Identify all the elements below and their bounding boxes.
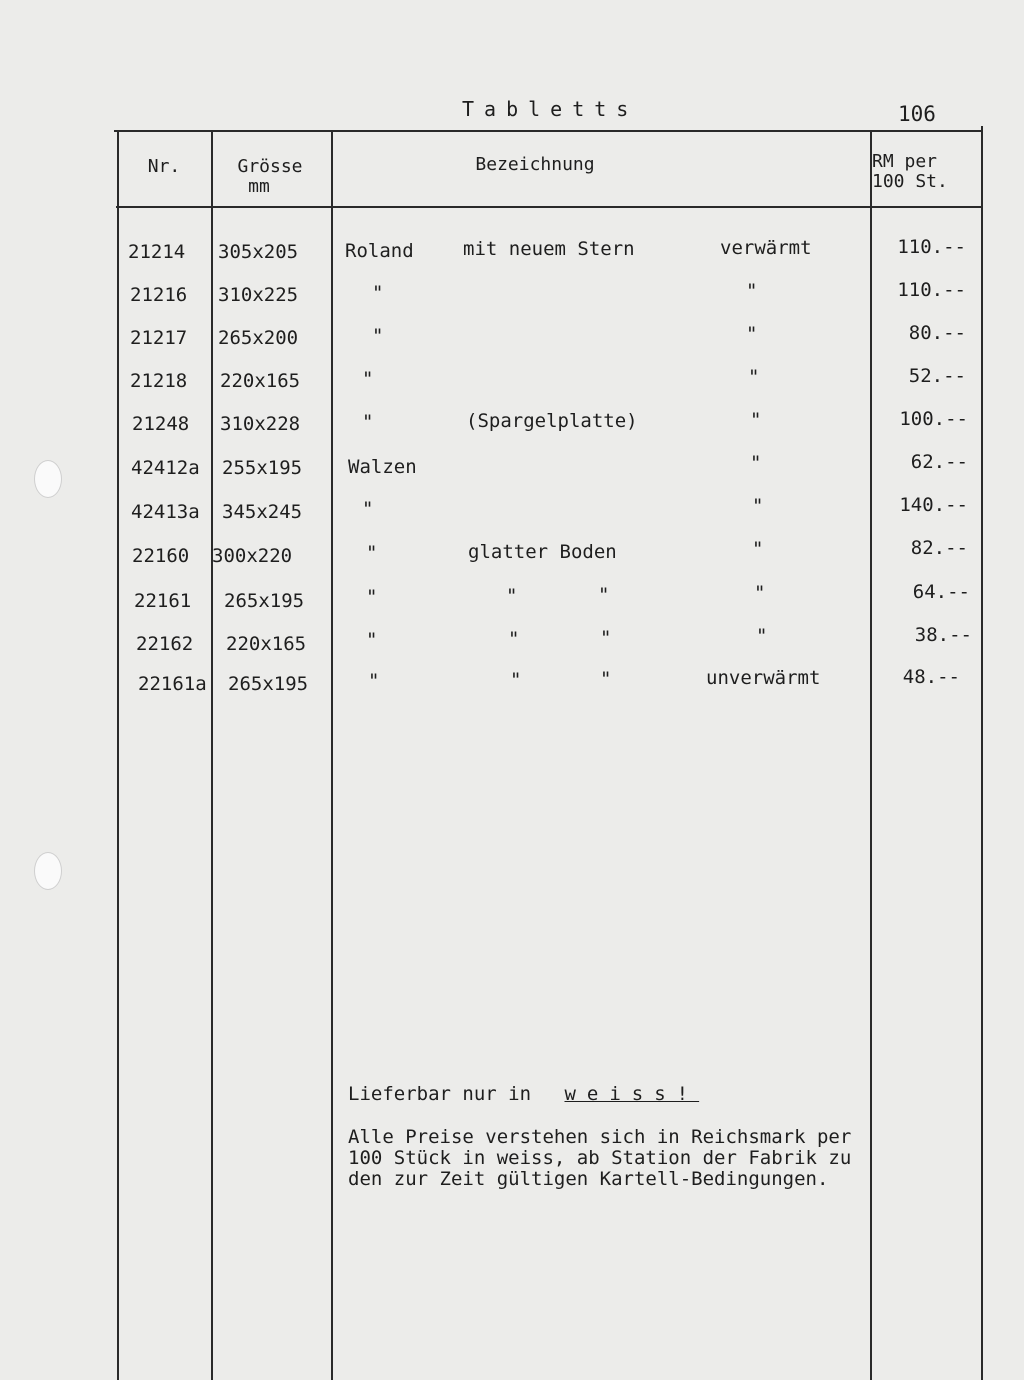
table-row-nr: 21218 — [130, 370, 188, 392]
table-row-bezeichnung-detail: mit neuem Stern — [463, 238, 635, 260]
table-row-preis: 100.-- — [899, 408, 968, 430]
delivery-note — [348, 1084, 699, 1105]
table-row-heat: " — [748, 366, 760, 388]
table-header-divider — [116, 206, 982, 208]
table-row-preis: 62.-- — [910, 451, 968, 473]
table-row-nr: 22161 — [134, 590, 192, 612]
table-row-preis: 140.-- — [899, 494, 968, 516]
table-row-nr: 21217 — [130, 327, 188, 349]
table-row-preis: 80.-- — [908, 322, 966, 344]
table-row-bezeichnung-name: " — [362, 368, 374, 390]
header-groesse: Grösse — [237, 156, 303, 177]
price-note-line-2: 100 Stück in weiss, ab Station der Fabrik zu — [348, 1147, 852, 1169]
table-row-bezeichnung-ditto-a: " — [506, 585, 518, 607]
table-row-bezeichnung-name: " — [362, 498, 374, 520]
table-row-bezeichnung-name: " — [362, 411, 374, 433]
table-row-groesse: 310x228 — [220, 413, 301, 435]
table-row-bezeichnung-name: Walzen — [348, 456, 417, 478]
table-row-heat: " — [750, 452, 762, 474]
delivery-note-color: weiss! — [564, 1083, 700, 1105]
table-row-heat: " — [752, 495, 764, 517]
table-row-bezeichnung-detail: glatter Boden — [468, 541, 617, 563]
table-row-groesse: 300x220 — [212, 545, 293, 567]
table-row-nr: 22160 — [132, 545, 190, 567]
table-row-groesse: 310x225 — [218, 284, 299, 306]
table-row-bezeichnung-name: " — [368, 670, 380, 692]
table-row-heat: " — [756, 625, 768, 647]
table-row-bezeichnung-ditto-a: " — [508, 628, 520, 650]
table-row-nr: 22162 — [136, 633, 194, 655]
table-row-preis: 110.-- — [897, 279, 966, 301]
table-left-border — [117, 130, 119, 1380]
header-nr: Nr. — [147, 156, 181, 177]
table-row-bezeichnung-ditto-b: " — [600, 668, 612, 690]
header-preis-line1: RM per — [872, 151, 938, 172]
table-row-heat: " — [746, 280, 758, 302]
table-row-bezeichnung-ditto-b: " — [600, 627, 612, 649]
page-title: Tabletts — [462, 97, 639, 121]
table-row-bezeichnung-detail: (Spargelplatte) — [466, 410, 638, 432]
table-row-preis: 64.-- — [912, 581, 970, 603]
column-divider-bezeichnung — [870, 130, 872, 1380]
table-top-border — [114, 130, 982, 132]
price-note-line-1: Alle Preise verstehen sich in Reichsmark per — [348, 1126, 852, 1148]
table-row-groesse: 305x205 — [218, 241, 299, 263]
table-row-nr: 21248 — [132, 413, 190, 435]
table-row-bezeichnung-name: " — [366, 586, 378, 608]
delivery-note-prefix: Lieferbar nur in — [348, 1083, 532, 1105]
punch-hole-bottom — [34, 852, 62, 890]
table-row-bezeichnung-name: " — [366, 629, 378, 651]
table-row-bezeichnung-ditto-b: " — [598, 584, 610, 606]
table-row-groesse: 265x195 — [224, 590, 305, 612]
table-row-preis: 38.-- — [914, 624, 972, 646]
table-row-heat: " — [752, 538, 764, 560]
table-right-border — [981, 126, 983, 1380]
page-number: 106 — [898, 102, 936, 126]
table-row-nr: 42413a — [131, 501, 200, 523]
price-note-line-3: den zur Zeit gültigen Kartell-Bedingungen. — [348, 1168, 829, 1190]
table-row-nr: 21214 — [128, 241, 186, 263]
table-row-nr: 21216 — [130, 284, 188, 306]
table-row-groesse: 265x195 — [228, 673, 309, 695]
table-row-heat: " — [750, 409, 762, 431]
table-row-groesse: 255x195 — [222, 457, 303, 479]
header-preis-line2: 100 St. — [872, 171, 948, 192]
header-bezeichnung: Bezeichnung — [475, 154, 595, 175]
table-row-heat: verwärmt — [720, 237, 812, 259]
column-divider-nr — [211, 130, 213, 1380]
column-divider-groesse — [331, 130, 333, 1380]
table-row-bezeichnung-name: " — [366, 542, 378, 564]
table-row-groesse: 265x200 — [218, 327, 299, 349]
table-row-bezeichnung-name: " — [372, 325, 384, 347]
table-row-groesse: 220x165 — [226, 633, 307, 655]
table-row-nr: 22161a — [138, 673, 207, 695]
table-row-heat: " — [754, 582, 766, 604]
table-row-preis: 48.-- — [902, 666, 960, 688]
table-row-heat: " — [746, 323, 758, 345]
table-row-bezeichnung-name: Roland — [345, 240, 414, 262]
table-row-bezeichnung-name: " — [372, 282, 384, 304]
table-row-preis: 82.-- — [910, 537, 968, 559]
table-row-bezeichnung-ditto-a: " — [510, 669, 522, 691]
table-row-groesse: 345x245 — [222, 501, 303, 523]
punch-hole-top — [34, 460, 62, 498]
table-row-heat: unverwärmt — [706, 667, 821, 689]
table-row-groesse: 220x165 — [220, 370, 301, 392]
header-groesse-unit: mm — [248, 176, 270, 197]
table-row-nr: 42412a — [131, 457, 200, 479]
table-row-preis: 110.-- — [897, 236, 966, 258]
table-row-preis: 52.-- — [908, 365, 966, 387]
